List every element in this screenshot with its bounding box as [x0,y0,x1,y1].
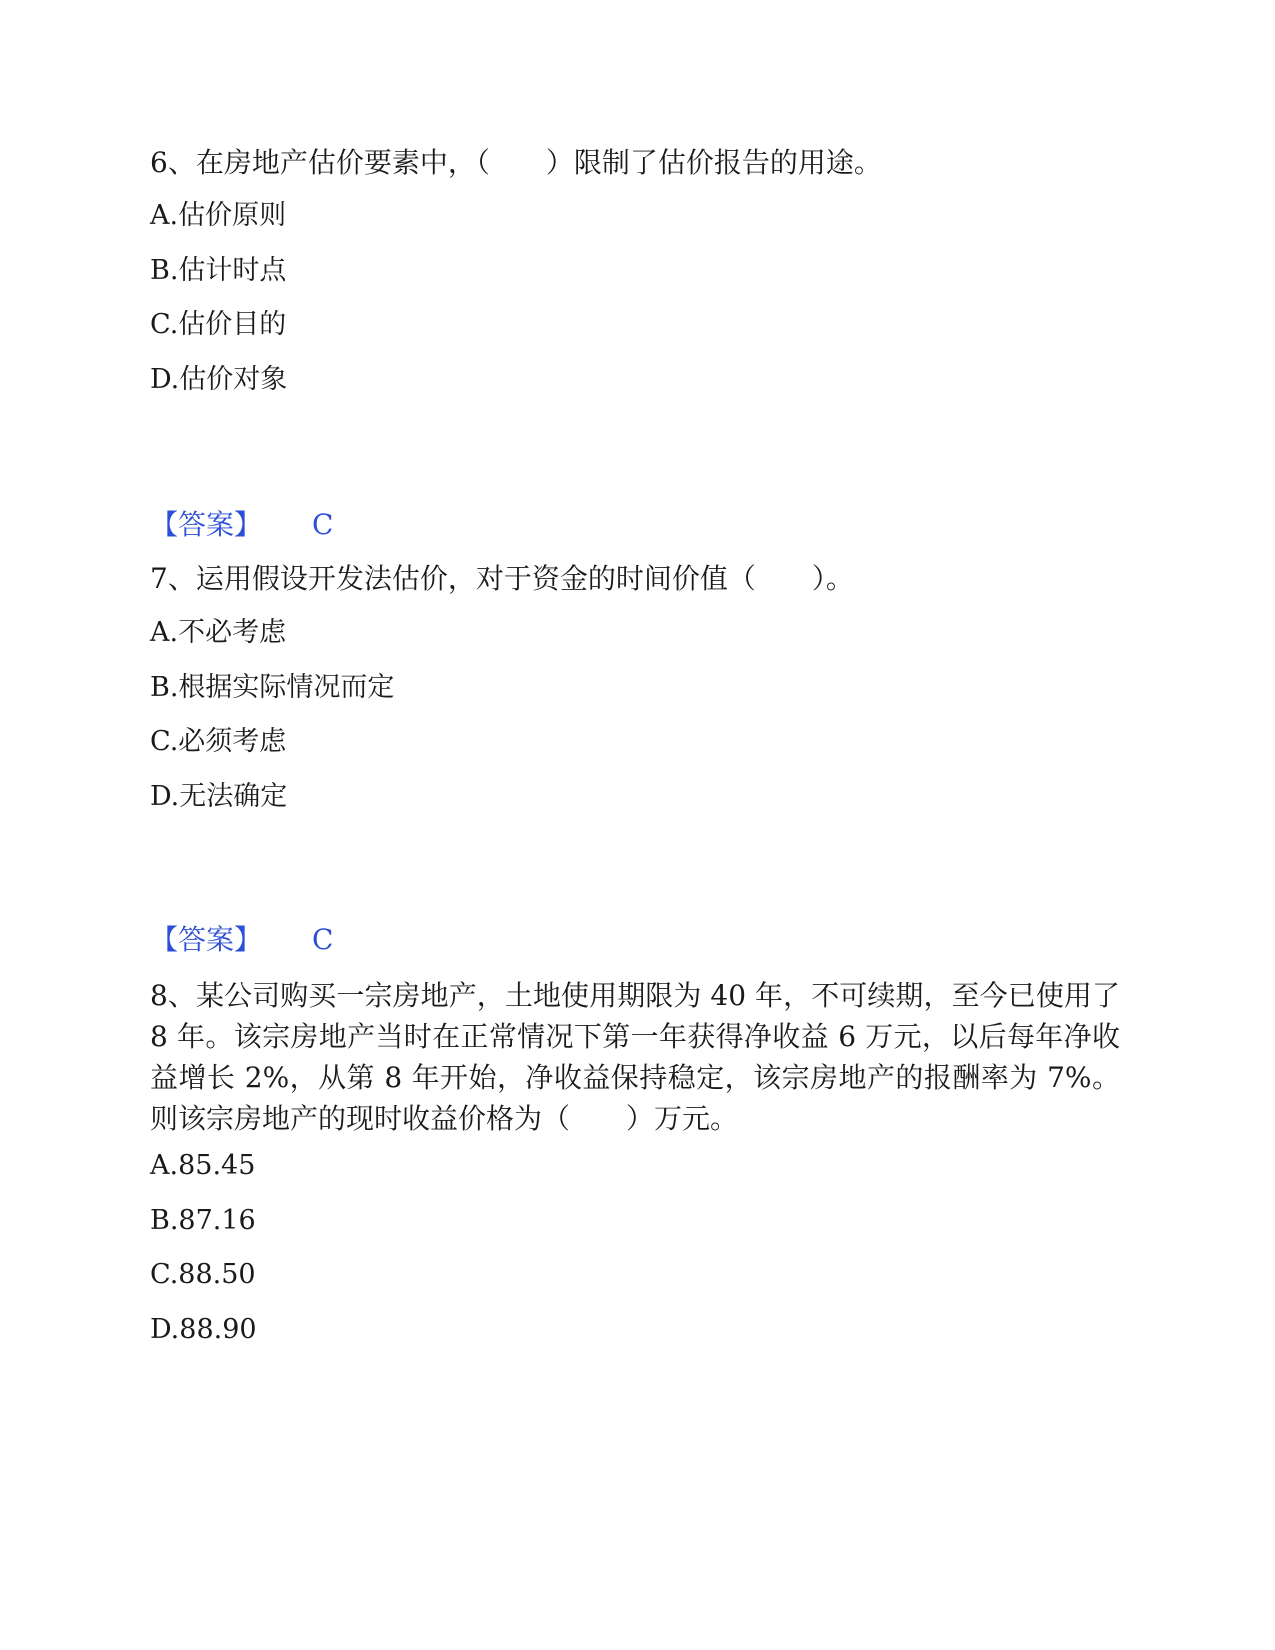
question-6-option-b: B.估计时点 [150,255,287,286]
question-7-option-b: B.根据实际情况而定 [150,672,395,703]
answer-value: C [312,923,334,956]
question-8-option-c: C.88.50 [150,1259,256,1290]
question-8-stem: 8、某公司购买一宗房地产，土地使用期限为 40 年，不可续期，至今已使用了 8 年。该宗房地产当时在正常情况下第一年获得净收益 6 万元，以后每年净收益增长 2%，从第 8 年开始，净收益保持稳定，该宗房地产的报酬率为 7%。则该宗房地产的现时收益价格为（ ）万元。 [150,979,1120,1135]
question-7-stem: 7、运用假设开发法估价，对于资金的时间价值（ ）。 [150,562,854,595]
question-8-option-d: D.88.90 [150,1314,257,1345]
question-7-option-c: C.必须考虑 [150,726,287,757]
question-7-option-a: A.不必考虑 [150,617,287,648]
question-8-option-b: B.87.16 [150,1205,256,1236]
question-6-stem: 6、在房地产估价要素中，（ ）限制了估价报告的用途。 [150,146,882,179]
answer-label: 【答案】 [150,508,263,541]
question-6-option-a: A.估价原则 [150,200,287,231]
question-6-answer [150,505,333,545]
question-7-answer [150,920,333,960]
answer-value: C [312,508,334,541]
question-6-option-d: D.估价对象 [150,364,288,395]
answer-label: 【答案】 [150,923,263,956]
question-7-option-d: D.无法确定 [150,781,288,812]
question-6-option-c: C.估价目的 [150,309,287,340]
question-8-option-a: A.85.45 [150,1150,256,1181]
